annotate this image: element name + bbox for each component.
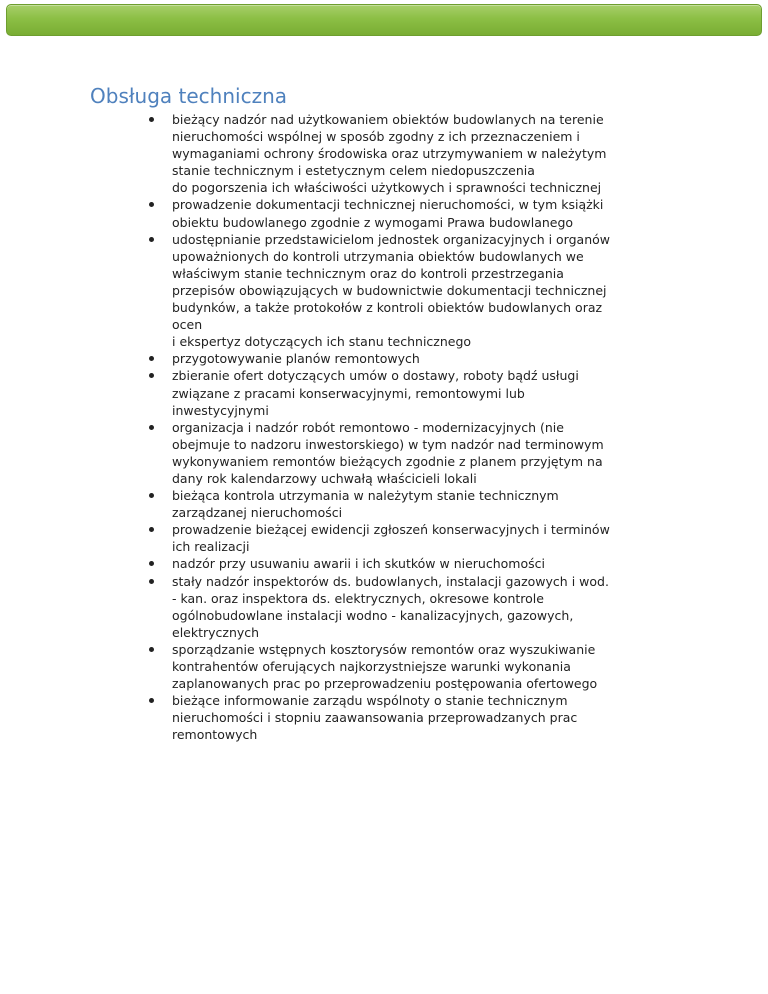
bullet-icon bbox=[149, 373, 154, 378]
list-item bbox=[0, 521, 768, 555]
list-item-text: udostępnianie przedstawicielom jednostek organizacyjnych i organów upoważnionych do kontroli utrzymania obiektów budowlanych we właściwym stanie technicznym oraz do kontroli przestrzegania przepisów obowiązujących w budownictwie dokumentacji technicznej budynków, a także protokołów z kontroli obiektów budowlanych oraz ocen i ekspertyz dotyczących ich stanu technicznego bbox=[172, 231, 610, 350]
list-item bbox=[0, 111, 768, 196]
header-decorative-band bbox=[6, 4, 762, 36]
list-item-text: bieżący nadzór nad użytkowaniem obiektów budowlanych na terenie nieruchomości wspólnej w sposób zgodny z ich przeznaczeniem i wymaganiami ochrony środowiska oraz utrzymywaniem w należytym stanie technicznym i estetycznym celem niedopuszczenia do pogorszenia ich właściwości użytkowych i sprawności technicznej bbox=[172, 112, 607, 196]
list-item bbox=[0, 367, 768, 418]
bullet-icon bbox=[149, 425, 154, 430]
list-item bbox=[0, 231, 768, 351]
list-item bbox=[0, 419, 768, 487]
list-item bbox=[0, 641, 768, 692]
list-item-text: nadzór przy usuwaniu awarii i ich skutków w nieruchomości bbox=[172, 556, 545, 572]
list-item-text: przygotowywanie planów remontowych bbox=[172, 351, 420, 367]
bullet-icon bbox=[149, 202, 154, 207]
list-item-text: sporządzanie wstępnych kosztorysów remontów oraz wyszukiwanie kontrahentów oferujących najkorzystniejsze warunki wykonania zaplanowanych prac po przeprowadzeniu postępowania ofertowego bbox=[172, 641, 598, 692]
list-item bbox=[0, 555, 768, 572]
section-heading: Obsługa techniczna bbox=[90, 84, 288, 108]
list-item bbox=[0, 692, 768, 743]
list-item-text: stały nadzór inspektorów ds. budowlanych, instalacji gazowych i wod. - kan. oraz inspektora ds. elektrycznych, okresowe kontrole ogólnobudowlane instalacji wodno - kanalizacyjnych, gazowych, elektrycznych bbox=[172, 573, 609, 640]
list-item bbox=[0, 487, 768, 521]
list-item-text: prowadzenie bieżącej ewidencji zgłoszeń konserwacyjnych i terminów ich realizacji bbox=[172, 522, 610, 555]
list-item bbox=[0, 350, 768, 367]
list-item-text: bieżąca kontrola utrzymania w należytym stanie technicznym zarządzanej nieruchomości bbox=[172, 488, 559, 521]
list-item-text: zbieranie ofert dotyczących umów o dostawy, roboty bądź usługi związane z pracami konserwacyjnymi, remontowymi lub inwestycyjnymi bbox=[172, 368, 579, 418]
bullet-icon bbox=[149, 117, 154, 122]
list-item bbox=[0, 196, 768, 230]
bullet-icon bbox=[149, 356, 154, 361]
list-item-text: prowadzenie dokumentacji technicznej nieruchomości, w tym książki obiektu budowlanego zgodnie z wymogami Prawa budowlanego bbox=[172, 197, 604, 230]
bullet-icon bbox=[149, 647, 154, 652]
bullet-icon bbox=[149, 561, 154, 566]
bullet-icon bbox=[149, 698, 154, 703]
bullet-icon bbox=[149, 237, 154, 242]
bullet-icon bbox=[149, 527, 154, 532]
bullet-icon bbox=[149, 579, 154, 584]
bullet-icon bbox=[149, 493, 154, 498]
list-item-text: organizacja i nadzór robót remontowo - modernizacyjnych (nie obejmuje to nadzoru inwestorskiego) w tym nadzór nad terminowym wykonywaniem remontów bieżących zgodnie z planem przyjętym na dany rok kalendarzowy uchwałą właścicieli lokali bbox=[172, 419, 604, 486]
services-bullet-list bbox=[0, 111, 768, 743]
list-item-text: bieżące informowanie zarządu wspólnoty o stanie technicznym nieruchomości i stopniu zaawansowania przeprowadzanych prac remontowych bbox=[172, 693, 578, 743]
list-item bbox=[0, 573, 768, 641]
